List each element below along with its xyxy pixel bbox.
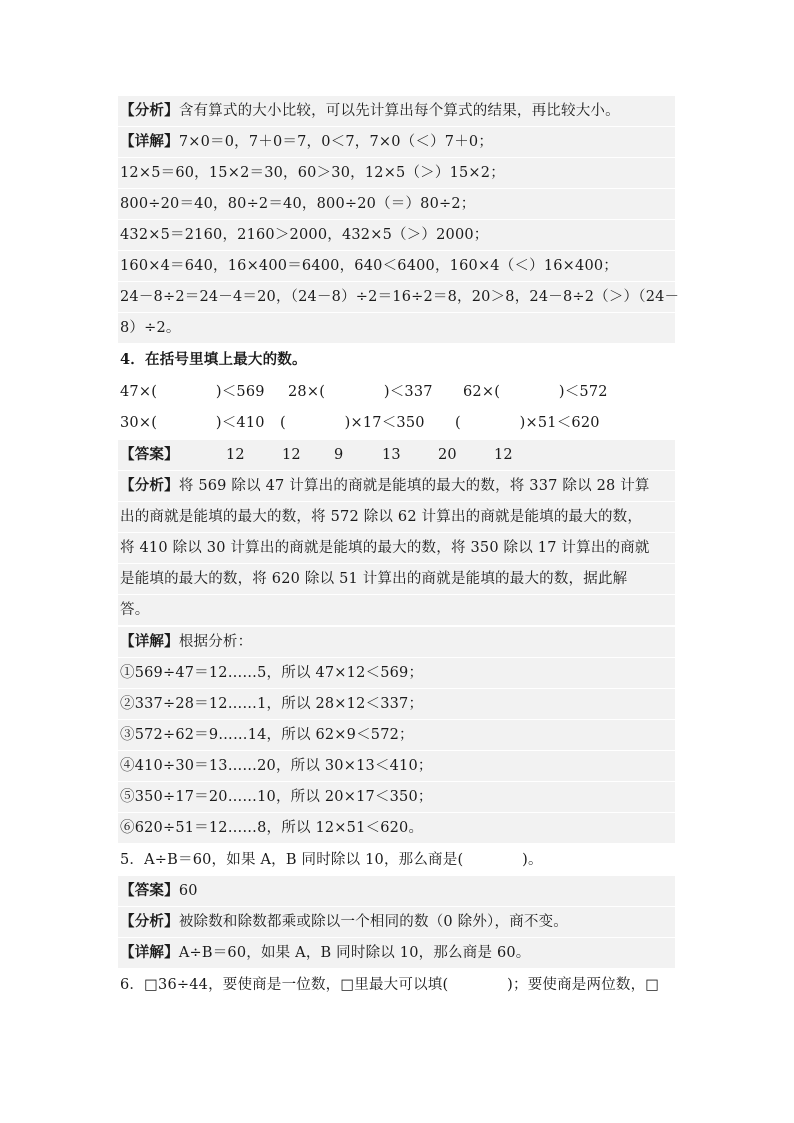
q3-detail-tag: 【详解】: [120, 133, 179, 150]
q4-detail-line-2: ②337÷28＝12……1，所以 28×12＜337；: [118, 689, 675, 719]
q4-item-5: ( )×17＜350: [280, 415, 425, 431]
q5-detail-tag: 【详解】: [120, 944, 179, 961]
q4-analysis-text: 将 569 除以 47 计算出的商就是能填的最大的数，将 337 除以 28 计算: [178, 478, 650, 494]
q3-analysis-tag: 【分析】: [120, 102, 179, 119]
q4-detail-intro-text: 根据分析：: [178, 634, 253, 650]
q3-detail-text: 7×0＝0，7＋0＝7，0＜7，7×0（＜）7＋0；: [178, 134, 494, 150]
q5-analysis: [118, 907, 675, 937]
q4-item-2: 28×( )＜337: [288, 384, 433, 400]
q4-answer-2: 12: [282, 447, 301, 463]
q3-detail-line-5: 160×4＝640，16×400＝6400，640＜6400，160×4（＜）16×400；: [118, 251, 675, 281]
q6-question: 6．□36÷44，要使商是一位数，□里最大可以填( )；要使商是两位数，□: [120, 977, 660, 993]
q5-analysis-tag: 【分析】: [120, 913, 179, 930]
q4-detail-line-5: ⑤350÷17＝20……10，所以 20×17＜350；: [118, 782, 675, 812]
q4-answer: [118, 440, 675, 470]
q4-item-6: ( )×51＜620: [455, 415, 600, 431]
q3-detail-line-3: 800÷20＝40，80÷2＝40，800÷20（＝）80÷2；: [118, 189, 675, 219]
q3-analysis-text: 含有算式的大小比较，可以先计算出每个算式的结果，再比较大小。: [178, 103, 620, 119]
q4-row-2: [118, 408, 675, 438]
q3-detail-line-4: 432×5＝2160，2160＞2000，432×5（＞）2000；: [118, 220, 675, 250]
q4-detail-line-1: ①569÷47＝12……5，所以 47×12＜569；: [118, 658, 675, 688]
q4-detail-line-6: ⑥620÷51＝12……8，所以 12×51＜620。: [118, 813, 675, 843]
q5-answer-text: 60: [178, 883, 198, 899]
q4-question-text: 4．在括号里填上最大的数。: [120, 351, 307, 368]
q3-analysis: [118, 96, 675, 126]
q4-analysis-line-1: [118, 471, 675, 501]
q4-detail-intro: [118, 627, 675, 657]
q4-item-3: 62×( )＜572: [463, 384, 608, 400]
q4-answer-4: 13: [382, 447, 401, 463]
q4-analysis-line-3: 将 410 除以 30 计算出的商就是能填的最大的数，将 350 除以 17 计算出的商就: [118, 533, 675, 563]
q4-question: [118, 345, 675, 375]
q4-analysis-line-4: 是能填的最大的数，将 620 除以 51 计算出的商就是能填的最大的数，据此解: [118, 564, 675, 594]
q5-question: 5．A÷B＝60，如果 A，B 同时除以 10，那么商是( )。: [120, 852, 543, 868]
q3-detail-line-6: 24－8÷2＝24－4＝20，（24－8）÷2＝16÷2＝8，20＞8，24－8÷2（＞）（24－: [118, 282, 675, 312]
q5-answer-tag: 【答案】: [120, 882, 179, 899]
q5-detail-text: A÷B＝60，如果 A，B 同时除以 10，那么商是 60。: [178, 945, 531, 961]
q4-item-1: 47×( )＜569: [120, 384, 265, 400]
q4-answer-1: 12: [226, 447, 245, 463]
q4-analysis-line-2: 出的商就是能填的最大的数，将 572 除以 62 计算出的商就是能填的最大的数，: [118, 502, 675, 532]
q4-analysis-line-5: 答。: [118, 595, 675, 625]
q3-detail-line-7: 8）÷2。: [118, 313, 675, 343]
q4-item-4: 30×( )＜410: [120, 415, 265, 431]
q4-row-1: [118, 377, 675, 407]
q5-analysis-text: 被除数和除数都乘或除以一个相同的数（0 除外），商不变。: [178, 914, 568, 930]
q4-answer-5: 20: [438, 447, 457, 463]
q4-answer-tag: 【答案】: [120, 446, 179, 463]
q5-detail: [118, 938, 675, 968]
q4-analysis-tag: 【分析】: [120, 477, 179, 494]
q3-detail-line-2: 12×5＝60，15×2＝30，60＞30，12×5（＞）15×2；: [118, 158, 675, 188]
q4-detail-line-3: ③572÷62＝9……14，所以 62×9＜572；: [118, 720, 675, 750]
q3-detail-line-1: [118, 127, 675, 157]
q5-answer: [118, 876, 675, 906]
q4-answer-3: 9: [334, 447, 344, 463]
q4-detail-line-4: ④410÷30＝13……20，所以 30×13＜410；: [118, 751, 675, 781]
q4-answer-6: 12: [494, 447, 513, 463]
q4-detail-tag: 【详解】: [120, 633, 179, 650]
